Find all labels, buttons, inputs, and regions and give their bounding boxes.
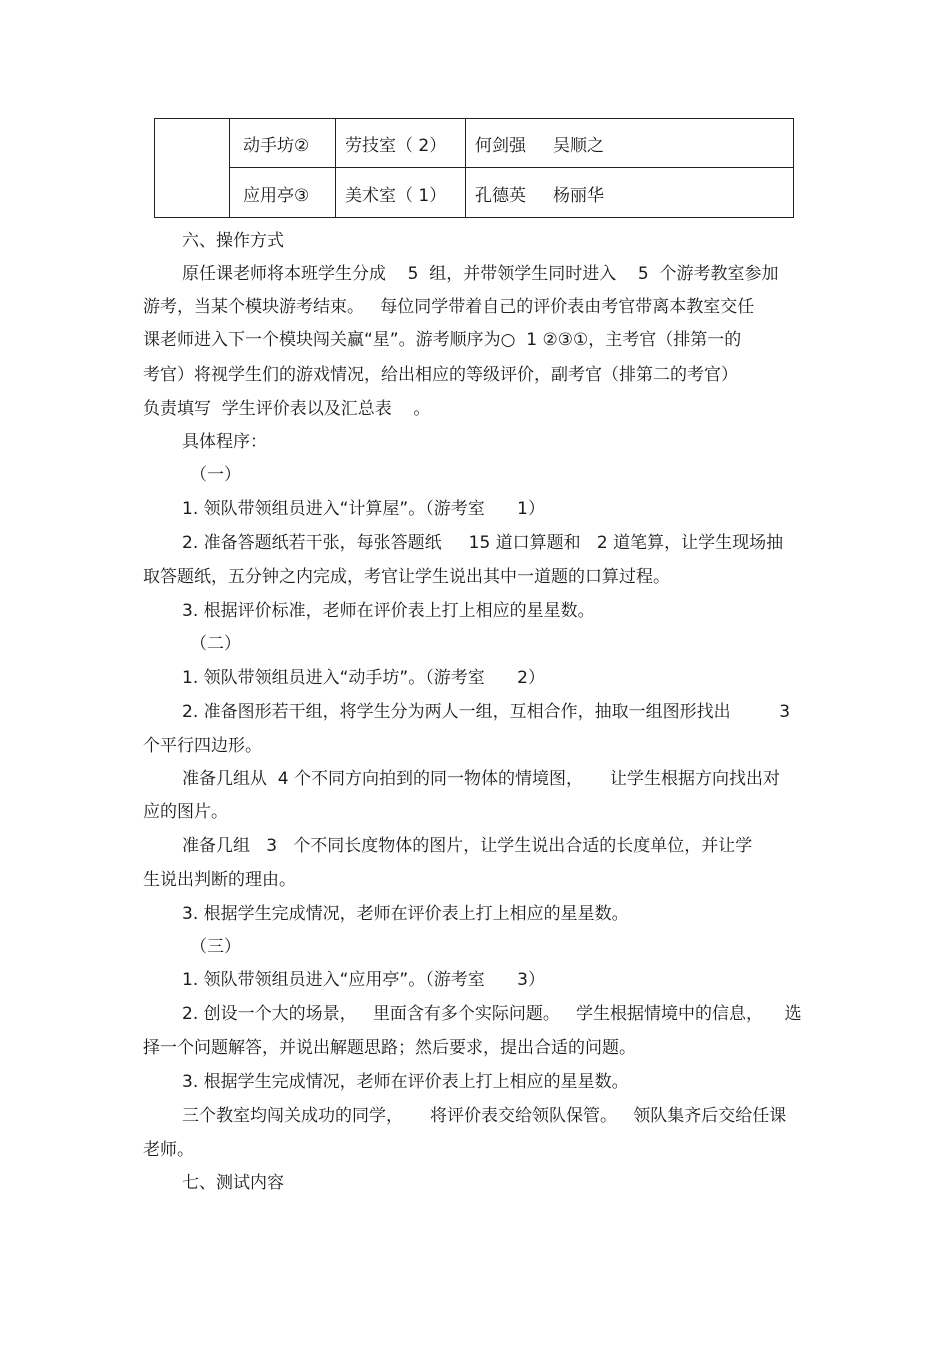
paragraph-line: 个平行四边形。 [143, 736, 262, 756]
table-divider [335, 119, 336, 217]
table-cell-room: 美术室（ 1） [345, 186, 447, 206]
table-cell-room: 劳技室（ 2） [345, 136, 447, 156]
paragraph-line: 择一个问题解答，并说出解题思路；然后要求，提出合适的问题。 [143, 1038, 636, 1058]
table-cell-examiners: 孔德英 杨丽华 [475, 186, 605, 206]
paragraph-line: 3. 根据评价标准，老师在评价表上打上相应的星星数。 [182, 601, 595, 621]
paragraph-line: 1. 领队带领组员进入“应用亭”。（游考室 3） [182, 970, 545, 990]
subheading: 具体程序： [182, 432, 267, 452]
paragraph-line: 老师。 [143, 1140, 194, 1160]
step-group-label: （二） [190, 634, 241, 654]
paragraph-line: 1. 领队带领组员进入“计算屋”。（游考室 1） [182, 499, 545, 519]
paragraph-line: 游考，当某个模块游考结束。 每位同学带着自己的评价表由考官带离本教室交任 [143, 297, 755, 317]
exam-room-table [154, 118, 794, 218]
paragraph-line: 考官）将视学生们的游戏情况，给出相应的等级评价，副考官（排第二的考官） [143, 365, 738, 385]
table-cell-module: 动手坊② [243, 136, 310, 156]
paragraph-line: 2. 准备答题纸若干张，每张答题纸 15 道口算题和 2 道笔算，让学生现场抽 [182, 533, 784, 553]
paragraph-line: 3. 根据学生完成情况，老师在评价表上打上相应的星星数。 [182, 1072, 629, 1092]
section-heading: 六、操作方式 [182, 231, 284, 251]
paragraph-line: 准备几组 3 个不同长度物体的图片，让学生说出合适的长度单位，并让学 [182, 836, 753, 856]
section-heading: 七、测试内容 [182, 1173, 284, 1193]
table-divider [229, 167, 793, 168]
paragraph-line: 原任课老师将本班学生分成 5 组，并带领学生同时进入 5 个游考教室参加 [182, 264, 779, 284]
paragraph-line: 负责填写 学生评价表以及汇总表 。 [143, 399, 431, 419]
table-divider [229, 119, 230, 217]
table-divider [465, 119, 466, 217]
paragraph-line: 取答题纸，五分钟之内完成，考官让学生说出其中一道题的口算过程。 [143, 567, 670, 587]
paragraph-line: 应的图片。 [143, 802, 228, 822]
paragraph-line: 三个教室均闯关成功的同学， 将评价表交给领队保管。 领队集齐后交给任课 [182, 1106, 787, 1126]
paragraph-line: 准备几组从 4 个不同方向拍到的同一物体的情境图， 让学生根据方向找出对 [182, 769, 781, 789]
paragraph-line: 课老师进入下一个模块闯关赢“星”。游考顺序为○ 1 ②③①，主考官（排第一的 [143, 330, 742, 350]
table-cell-module: 应用亭③ [243, 186, 310, 206]
step-group-label: （三） [190, 937, 241, 957]
paragraph-line: 1. 领队带领组员进入“动手坊”。（游考室 2） [182, 668, 545, 688]
paragraph-line: 3. 根据学生完成情况，老师在评价表上打上相应的星星数。 [182, 904, 629, 924]
step-group-label: （一） [190, 465, 241, 485]
paragraph-line: 生说出判断的理由。 [143, 870, 296, 890]
paragraph-line: 2. 创设一个大的场景， 里面含有多个实际问题。 学生根据情境中的信息， 选 [182, 1004, 802, 1024]
table-cell-examiners: 何剑强 吴顺之 [475, 136, 605, 156]
paragraph-line: 2. 准备图形若干组，将学生分为两人一组，互相合作，抽取一组图形找出 3 [182, 702, 791, 722]
